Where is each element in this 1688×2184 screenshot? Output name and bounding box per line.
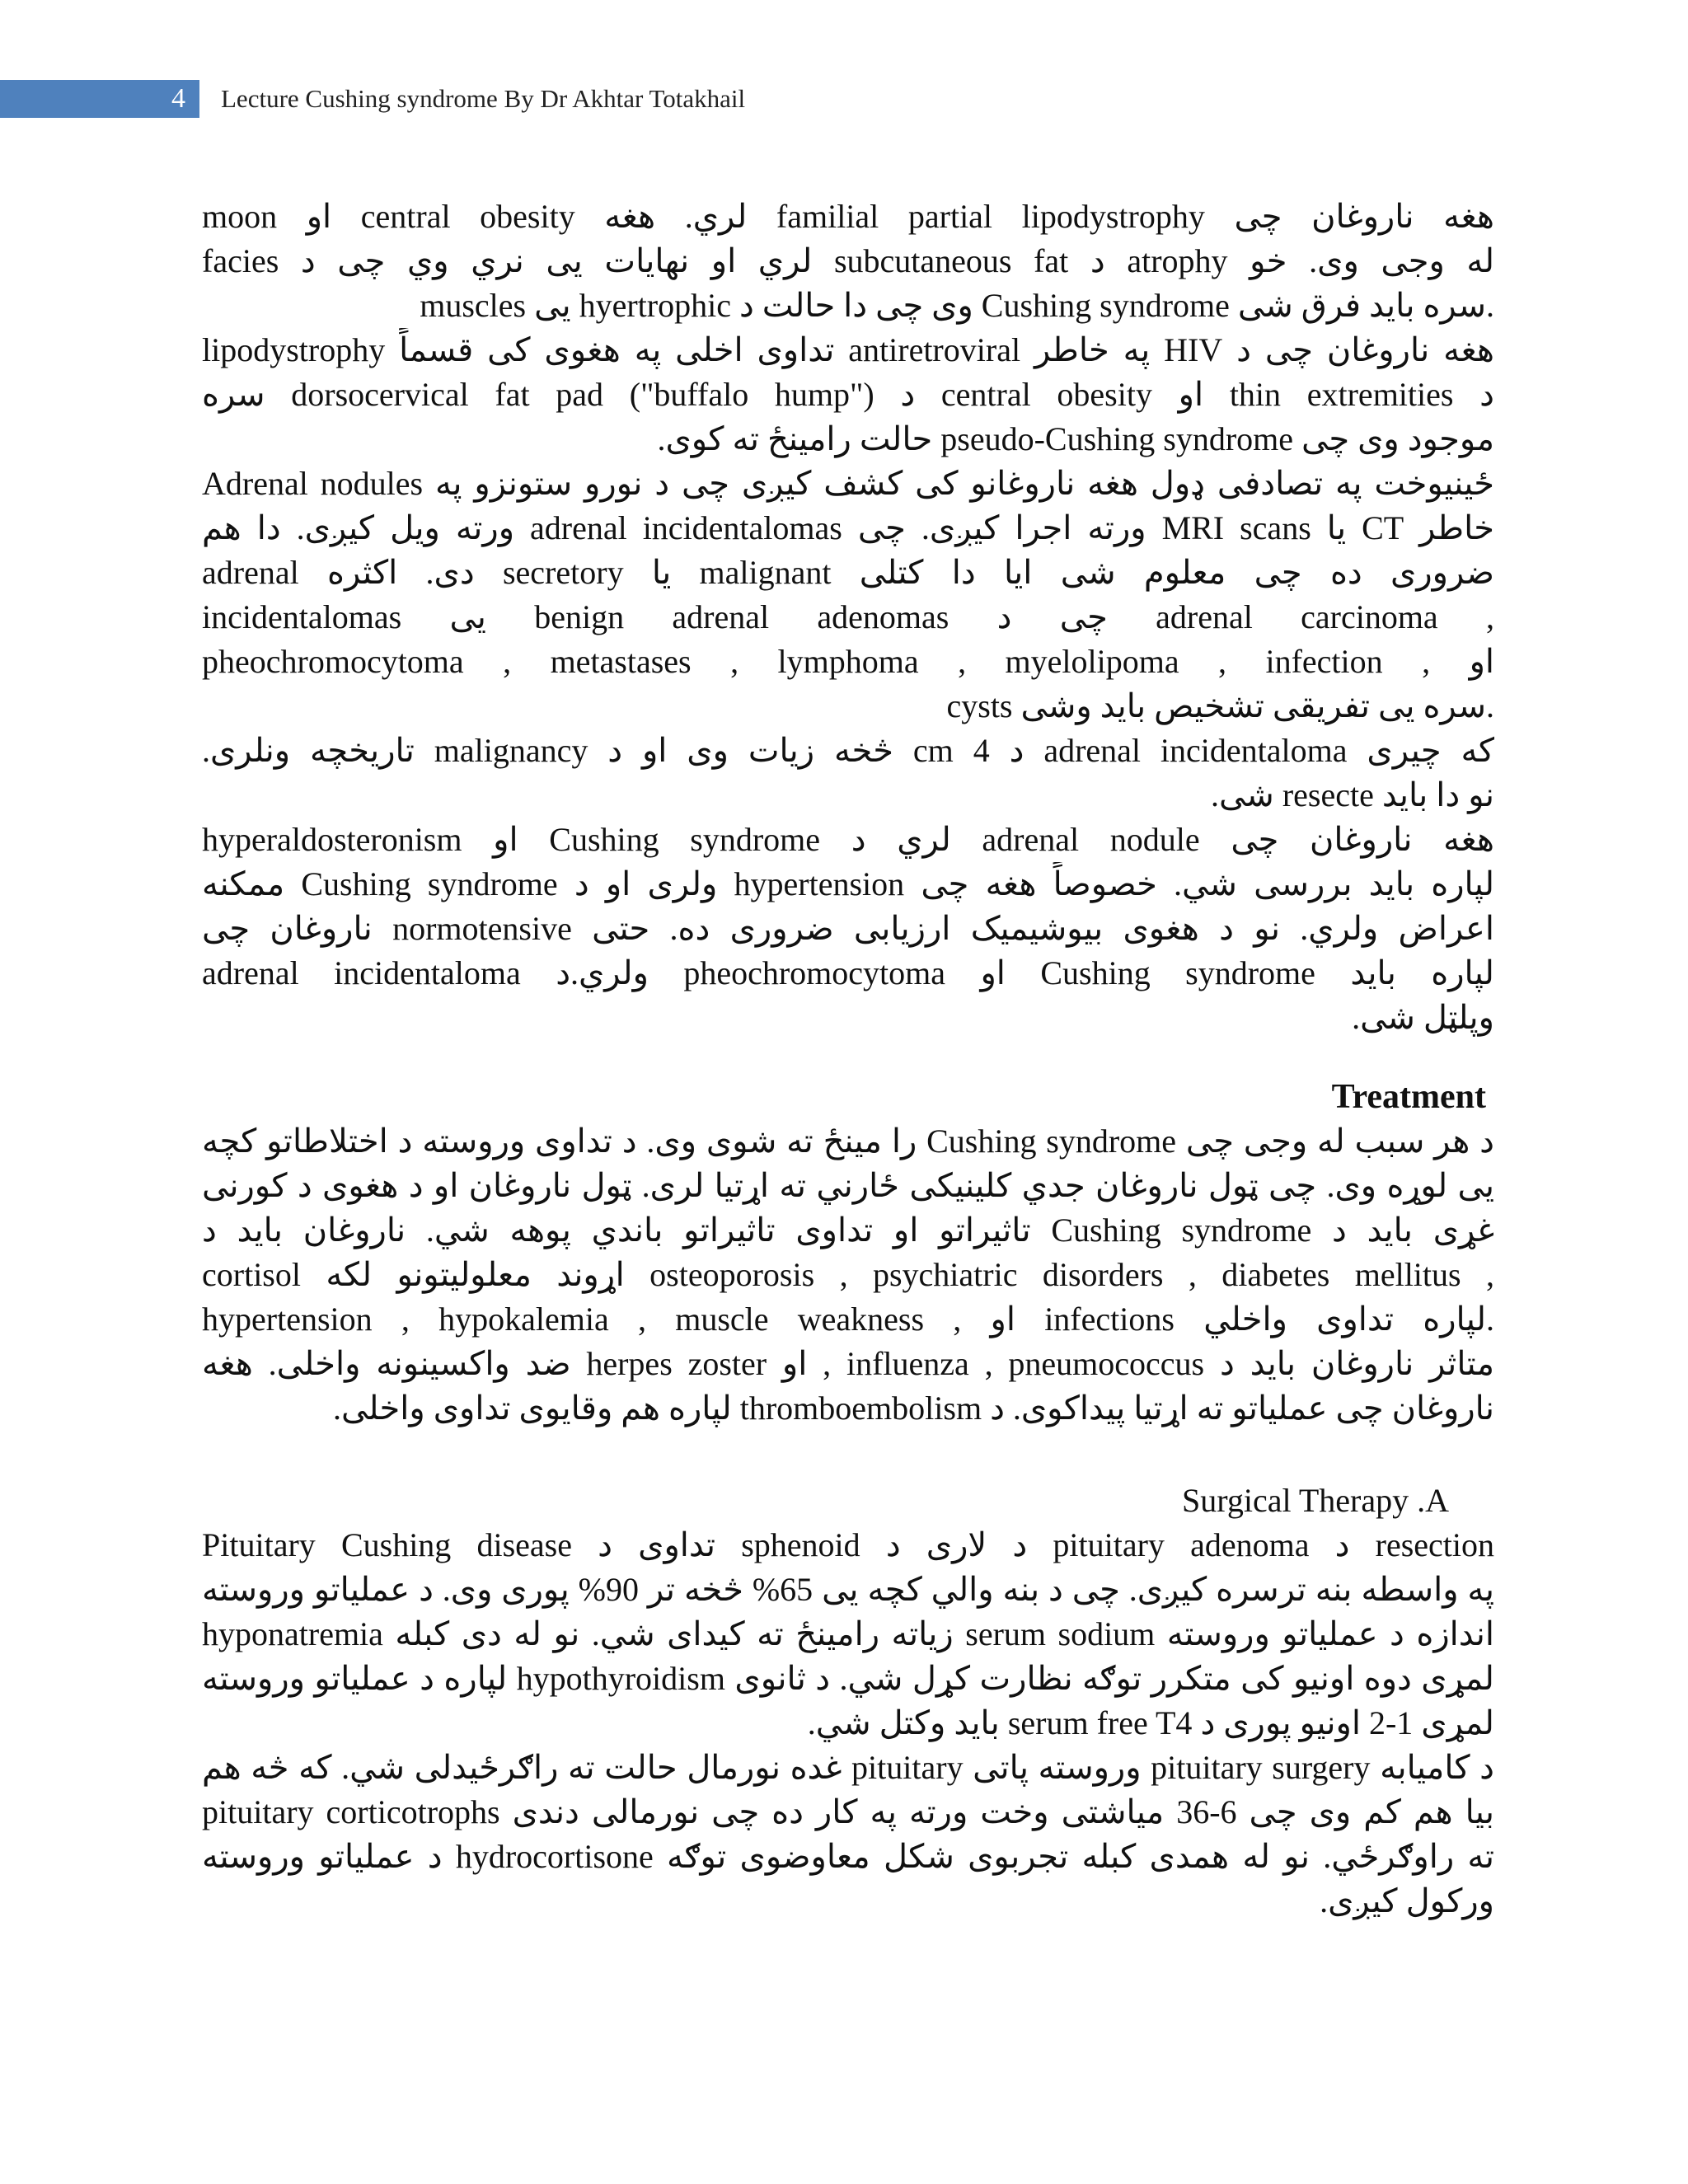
text-line: incidentalomas يی benign adrenal adenomas چی د adrenal carcinoma ,	[202, 598, 1494, 635]
text-line: که چيری adrenal incidentaloma د 4 cm څخه زيات وی او د malignancy تاريخچه ونلری.	[202, 732, 1494, 769]
text-line: Pituitary Cushing disease تداوی د sphenoid د لاری د pituitary adenoma د resection	[202, 1526, 1494, 1563]
text-line: ناروغان چی عملياتو ته اړتيا پيداکوی. د thromboembolism لپاره هم وقايوی تداوی واخلی.	[332, 1390, 1494, 1427]
text-line: ورکول کيږی.	[1320, 1882, 1494, 1919]
text-line: لمړی 1-2 اونيو پوری د serum free T4 بايد وکتل شي.	[807, 1704, 1494, 1741]
paragraph-evaluation	[202, 818, 1494, 1040]
document-body	[202, 194, 1494, 1924]
text-line: لمړی دوه اونيو کی متکرر توګه نظارت کړل شي. د ثانوی hypothyroidism لپاره د عملياتو وروسته	[202, 1660, 1494, 1697]
text-line: Adrenal nodules ځينیوخت په تصادفی ډول هغه ناروغانو کی کشف کيږی چی د نورو ستونزو په	[202, 465, 1494, 502]
text-line: hyponatremia زياته رامينځ ته کيدای شي. نو له دی کبله serum sodium اندازه د عملياتو وروسته	[202, 1615, 1494, 1652]
text-line: hypertension , hypokalemia , muscle weakness , او infections لپاره تداوی واخلي.	[202, 1301, 1494, 1338]
text-line: د کاميابه pituitary surgery وروسته پاتی pituitary غده نورمال حالت ته راګرځيدلی شي. که څه هم	[202, 1749, 1494, 1786]
paragraph-lipodystrophy	[202, 194, 1494, 328]
text-line: pituitary corticotrophs بيا هم کم وی چی 6-36 مياشتی وخت ورته په کار ده چی نورمالی دندی	[202, 1793, 1494, 1830]
paragraph-incidentaloma-size	[202, 729, 1494, 818]
text-line: موجود وی چی pseudo-Cushing syndrome حالت رامينځ ته کوی.	[657, 420, 1494, 457]
text-line: لپاره بايد بررسی شي. خصوصاً هغه چی hypertension ولری او د Cushing syndrome ممکنه	[202, 865, 1494, 902]
section-heading-surgical-therapy: Surgical Therapy .A	[1181, 1482, 1449, 1519]
text-line: pheochromocytoma , metastases , lymphoma , myelolipoma , infection , او	[202, 643, 1494, 680]
text-line: اعراض ولري. نو د هغوی بيوشيميک ارزيابی ضروری ده. حتی normotensive ناروغان چی	[202, 910, 1494, 947]
page-number: 4	[171, 83, 185, 114]
text-line: ضروری ده چی معلوم شی ايا دا کتلی malignant يا secretory دی. اکثره adrenal	[202, 554, 1494, 591]
paragraph-hiv	[202, 328, 1494, 462]
text-line: هغه ناروغان چی familial partial lipodystrophy لري. هغه central obesity او moon	[202, 198, 1494, 235]
text-line: د هر سبب له وجی چی Cushing syndrome را مينځ ته شوی وی. د تداوی وروسته د اختلاطاتو کچه	[202, 1122, 1494, 1160]
text-line: هغه ناروغان چی د HIV په خاطر antiretroviral تداوی اخلی په هغوی کی قسماً lipodystrophy	[202, 331, 1494, 368]
paragraph-surgical	[202, 1523, 1494, 1746]
text-line: خاطر CT يا MRI scans ورته اجرا کيږی. چی adrenal incidentalomas ورته ويل کيږی. دا هم	[202, 509, 1494, 546]
section-heading-treatment: Treatment	[1331, 1078, 1486, 1116]
text-line: cortisol اړوند معلوليتونو لکه osteoporosis , psychiatric disorders , diabetes mellitus ,	[202, 1256, 1494, 1293]
text-line: وپلټل شی.	[1352, 999, 1494, 1036]
text-line: هغه ناروغان چی adrenal nodule لري د Cushing syndrome او hyperaldosteronism	[202, 821, 1494, 858]
text-line: نو دا بايد resecte شی.	[1210, 776, 1494, 813]
text-line: د thin extremities او central obesity د dorsocervical fat pad ("buffalo hump") سره	[202, 376, 1494, 413]
text-line: ته راوګرځي. نو له همدی کبله تجربوی شکل معاوضوی توګه hydrocortisone د عملياتو وروسته	[202, 1838, 1494, 1875]
text-line: facies لري او نهايات يی نري وي چی د subcutaneous fat د atrophy له وجی وی. خو	[202, 242, 1494, 279]
text-line: په واسطه بنه ترسره کيږی. چی د بنه والي کچه يی 65% څخه تر 90% پوری وی. د عملياتو وروسته	[202, 1571, 1494, 1608]
header-title: Lecture Cushing syndrome By Dr Akhtar Totakhail	[221, 84, 746, 113]
text-line: cysts سره يی تفريقی تشخيص بايد وشی.	[946, 687, 1494, 724]
text-line: adrenal incidentaloma ولري.د pheochromocytoma او Cushing syndrome لپاره بايد	[202, 954, 1494, 991]
paragraph-adrenal-nodules	[202, 462, 1494, 729]
text-line: يی لوړه وی. چی ټول ناروغان جدي کلينيکی ځارني ته اړتيا لری. ټول ناروغان او د هغوی د کورنی	[202, 1167, 1494, 1204]
text-line: غړی بايد د Cushing syndrome تاثيراتو او تداوی تاثيراتو باندي پوهه شي. ناروغان بايد د	[202, 1212, 1494, 1249]
paragraph-post-surgery	[202, 1746, 1494, 1924]
text-line: muscles يی hyertrophic وی چی دا حالت د Cushing syndrome سره بايد فرق شی.	[420, 287, 1494, 324]
paragraph-treatment	[202, 1119, 1494, 1431]
text-line: متاثر ناروغان بايد د influenza , pneumococcus , او herpes zoster ضد واکسينونه واخلی. هغه	[202, 1345, 1494, 1382]
